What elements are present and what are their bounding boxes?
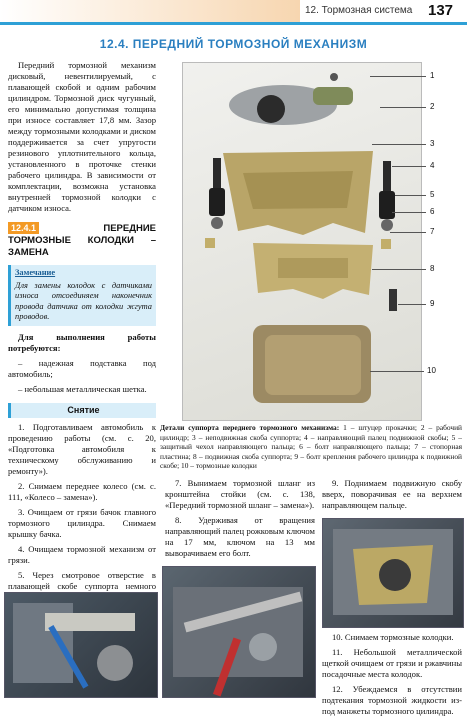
- photo-step-9-art: [323, 519, 463, 627]
- steps-heading: Снятие: [8, 403, 156, 418]
- caption-text: 1 – штуцер прокачки; 2 – рабочий цилиндр; 3 – неподвижная скоба суппорта; 4 – направляющий палец подвижной скобы; 5 – защитный чехол направляющего пальца; 6 – болт направляющего пальца; 7 – стопорная пластина; 8 – подвижная скоба суппорта; 9 – болт крепления рабочего цилиндра к подвижной скобе; 10 – тормозные колодки: [160, 423, 463, 470]
- caliper-parts-art: [183, 63, 421, 420]
- caption-title: Детали суппорта переднего тормозного механизма:: [160, 423, 340, 432]
- callout-9: 9: [430, 299, 435, 308]
- note-box: [8, 265, 156, 326]
- step-item: 11. Небольшой металлической щеткой очищаем от грязи и ржавчины посадочные места колодок.: [322, 647, 462, 679]
- requirement-item: – небольшая металлическая шетка.: [18, 383, 147, 394]
- leader-line: [370, 76, 426, 77]
- step-item: 8. Удерживая от вращения направляющий палец рожковым ключом на 17 мм, ключом на 13 мм выворачиваем его болт.: [165, 515, 315, 558]
- step-item: 10. Снимаем тормозные колодки.: [332, 632, 454, 642]
- chapter-title: 12.4. ПЕРЕДНИЙ ТОРМОЗНОЙ МЕХАНИЗМ: [99, 37, 368, 51]
- leader-line: [380, 107, 426, 108]
- step-item: 9. Поднимаем подвижную скобу вверх, поворачивая ее на верхнем направляющем пальце.: [322, 478, 462, 510]
- leader-line: [370, 371, 424, 372]
- right-column: [322, 478, 462, 515]
- section-title: 12. Тормозная система: [305, 5, 413, 16]
- leader-line: [398, 304, 426, 305]
- leader-line: [392, 166, 426, 167]
- figure-caption: [160, 423, 462, 471]
- left-column: [8, 60, 156, 666]
- intro-paragraph: Передний тормозной механизм дисковый, невентилируемый, с плавающей скобой и одним рабочим цилиндром. Тормозной диск чугунный, его минимально допустимая толщина при износе составляет 17,8 мм. Зазор между тормозными колодками и диском поддерживается за счет упругости резинового уплотнительного кольца, установленного в проточке стенки рабочего цилиндра. В зависимости от комплектации, возможна установка внутренней тормозной колодки с датчиком износа.: [8, 60, 156, 213]
- step-item: 1. Подготавливаем автомобиль к проведению работы (см. с. 20, «Подготовка автомобиля к техническому обслуживанию и ремонту»).: [8, 421, 156, 476]
- right-column-lower: [322, 632, 462, 721]
- photo-step-8-art: [163, 567, 315, 697]
- step-item: 7. Вынимаем тормозной шланг из кронштейна стойки (см. с. 138, «Передний тормозной шланг – замена»).: [165, 478, 315, 510]
- header-rule: [0, 22, 467, 25]
- photo-step-8: [162, 566, 316, 698]
- step-item: 5. Через смотровое отверстие в плавающей скобе суппорта немного: [8, 569, 156, 591]
- callout-3: 3: [430, 139, 435, 148]
- callout-6: 6: [430, 207, 435, 216]
- leader-line: [372, 269, 426, 270]
- subsection-title: ПЕРЕДНИЕ ТОРМОЗНЫЕ КОЛОДКИ – ЗАМЕНА: [8, 223, 156, 258]
- caliper-parts-photo: [182, 62, 422, 421]
- header-stripe: [0, 0, 300, 22]
- callout-4: 4: [430, 161, 435, 170]
- leader-line: [372, 144, 426, 145]
- leader-line: [390, 232, 426, 233]
- callout-10: 10: [427, 366, 436, 375]
- page-header: [0, 0, 467, 26]
- photo-step-6: [4, 592, 158, 698]
- callout-1: 1: [430, 71, 435, 80]
- subsection-heading: [8, 222, 156, 259]
- step-item: 4. Очищаем тормозной механизм от грязи.: [8, 543, 156, 565]
- requirement-item: – надежная подставка под автомобиль;: [8, 357, 156, 379]
- callout-7: 7: [430, 227, 435, 236]
- page-number: 137: [428, 2, 454, 19]
- note-heading: Замечание: [15, 268, 56, 277]
- leader-line: [392, 212, 426, 213]
- middle-column: [165, 478, 315, 563]
- requirements-heading: Для выполнения работы потребуются:: [8, 331, 156, 353]
- step-item: 12. Убеждаемся в отсутствии подтекания тормозной жидкости из-под манжеты тормозного цилиндра.: [322, 684, 462, 716]
- leader-line: [395, 195, 426, 196]
- step-item: 3. Очищаем от грязи бачок главного тормозного цилиндра. Снимаем крышку бачка.: [8, 506, 156, 539]
- callout-5: 5: [430, 190, 435, 199]
- photo-step-9: [322, 518, 464, 628]
- step-item: 2. Снимаем переднее колесо (см. с. 111, «Колесо – замена»).: [8, 480, 156, 502]
- photo-step-6-art: [5, 593, 157, 697]
- note-text: Для замены колодок с датчиками износа отсоединяем наконечник провода датчика от колодки жгута проводов.: [15, 280, 152, 321]
- subsection-number: 12.4.1: [8, 222, 39, 234]
- callout-2: 2: [430, 102, 435, 111]
- callout-8: 8: [430, 264, 435, 273]
